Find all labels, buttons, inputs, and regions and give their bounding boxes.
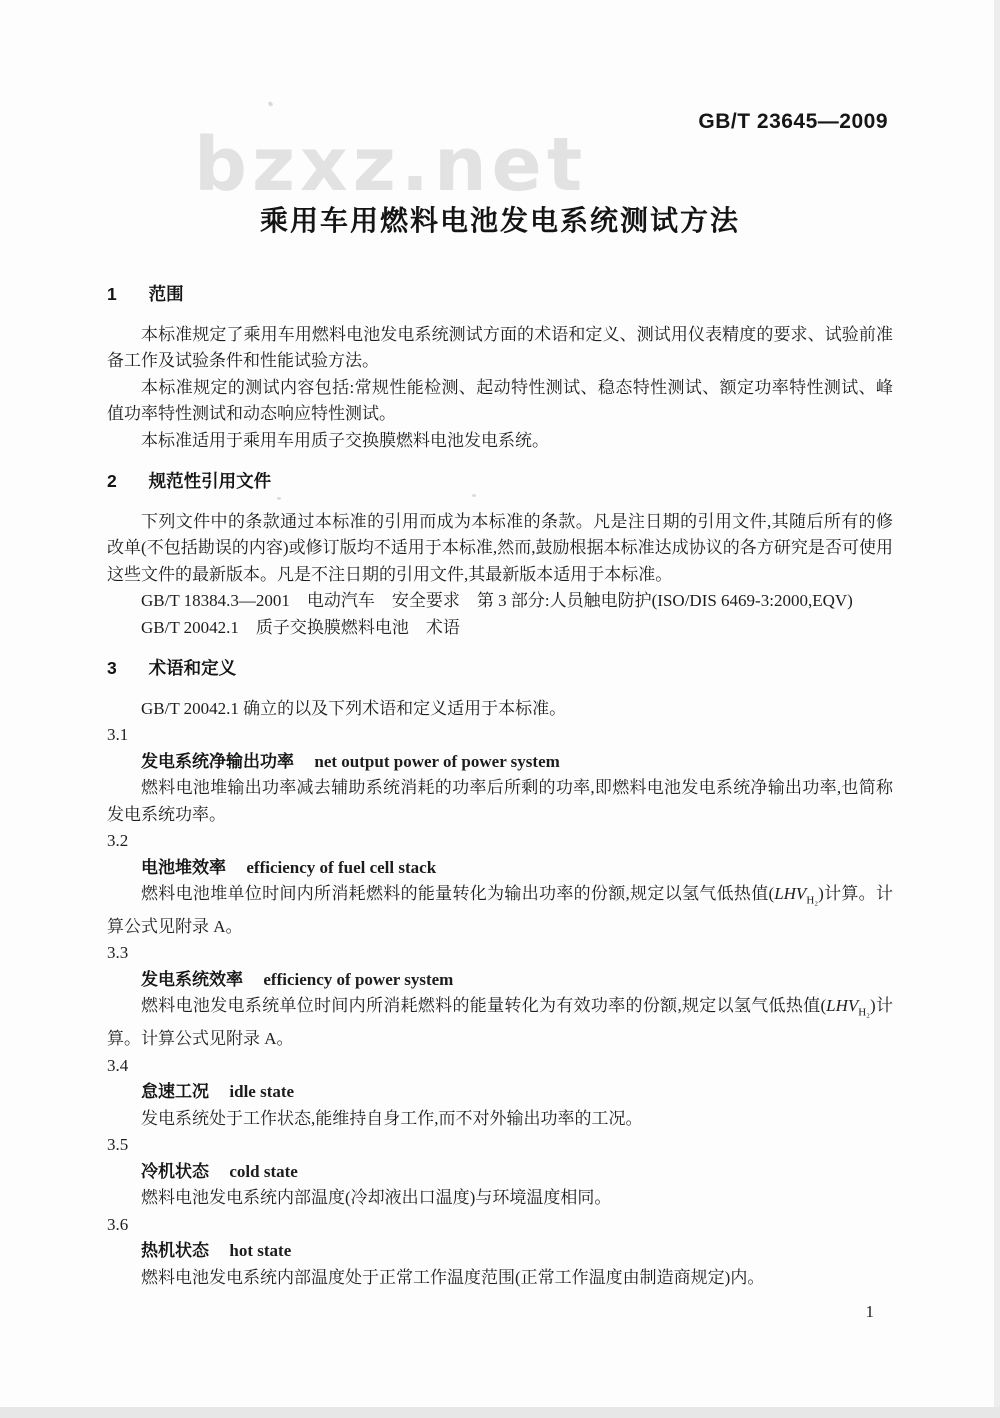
- lhv-symbol: LHV: [826, 996, 859, 1016]
- lhv-symbol: LHV: [774, 884, 807, 903]
- scan-edge-bottom: [0, 1407, 1000, 1418]
- term-number: 3.3: [107, 943, 129, 963]
- section-3-heading: [107, 655, 893, 682]
- definition-text: 燃料电池堆单位时间内所消耗燃料的能量转化为输出功率的份额,规定以氢气低热值(: [141, 884, 775, 903]
- section-title: 规范性引用文件: [148, 471, 272, 491]
- term-number: 3.5: [107, 1135, 129, 1155]
- term-english: idle state: [229, 1082, 295, 1102]
- term-english: hot state: [229, 1241, 292, 1261]
- term-definition: 燃料电池发电系统内部温度(冷却液出口温度)与环境温度相同。: [141, 1188, 612, 1208]
- term-title: [107, 1238, 893, 1265]
- term-english: efficiency of power system: [263, 969, 454, 989]
- term-number: 3.4: [107, 1055, 129, 1075]
- term-chinese: 热机状态: [141, 1241, 209, 1261]
- terms-intro-paragraph: GB/T 20042.1 确立的以及下列术语和定义适用于本标准。: [141, 698, 567, 718]
- section-title: 范围: [148, 284, 184, 304]
- lhv-subscript: H₂: [858, 1006, 871, 1019]
- section-number: 3: [107, 658, 117, 678]
- term-block-3-5: [107, 1132, 893, 1212]
- section-number: 2: [107, 471, 117, 491]
- lhv-subscript: H₂: [806, 894, 819, 907]
- term-chinese: 发电系统净输出功率: [141, 751, 294, 771]
- term-block-3-4: [107, 1053, 893, 1133]
- term-chinese: 冷机状态: [141, 1161, 209, 1181]
- definition-text: )计算。计算公式见附录 A。: [107, 884, 893, 936]
- standard-code: GB/T 23645—2009: [698, 110, 888, 133]
- document-title: 乘用车用燃料电池发电系统测试方法: [259, 205, 740, 236]
- reference-item: GB/T 18384.3—2001 电动汽车 安全要求 第 3 部分:人员触电防护(ISO/DIS 6469-3:2000,EQV): [141, 591, 853, 610]
- term-chinese: 发电系统效率: [141, 969, 243, 989]
- scan-speck: [267, 101, 273, 107]
- definition-text: 燃料电池发电系统单位时间内所消耗燃料的能量转化为有效功率的份额,规定以氢气低热值(: [141, 996, 827, 1016]
- term-block-3-1: [107, 722, 893, 828]
- term-chinese: 怠速工况: [141, 1082, 209, 1102]
- term-number: 3.2: [107, 831, 129, 850]
- term-definition: 燃料电池发电系统内部温度处于正常工作温度范围(正常工作温度由制造商规定)内。: [141, 1267, 765, 1287]
- term-definition: 燃料电池堆输出功率减去辅助系统消耗的功率后所剩的功率,即燃料电池发电系统净输出功率,也简称发电系统功率。: [107, 778, 893, 824]
- references-intro-paragraph: 下列文件中的条款通过本标准的引用而成为本标准的条款。凡是注日期的引用文件,其随后所有的修改单(不包括勘误的内容)或修订版均不适用于本标准,然而,鼓励根据本标准达成协议的各方研究是否可使用这些文件的最新版本。凡是不注日期的引用文件,其最新版本适用于本标准。: [107, 511, 893, 584]
- definition-text: )计算。计算公式见附录 A。: [107, 996, 893, 1049]
- term-title: [107, 1079, 893, 1106]
- term-block-3-6: [107, 1212, 893, 1292]
- term-definition: 发电系统处于工作状态,能维持自身工作,而不对外输出功率的工况。: [141, 1108, 643, 1128]
- term-number: 3.1: [107, 725, 129, 744]
- term-definition: [107, 993, 893, 1052]
- term-number: 3.6: [107, 1214, 129, 1234]
- term-title: [107, 967, 893, 994]
- term-title: [107, 1159, 893, 1186]
- section-2-heading: [107, 468, 893, 495]
- term-title: [107, 749, 893, 776]
- term-english: cold state: [229, 1161, 298, 1181]
- scope-paragraph: 本标准适用于乘用车用质子交换膜燃料电池发电系统。: [141, 430, 549, 450]
- section-title: 术语和定义: [148, 658, 237, 678]
- term-english: efficiency of fuel cell stack: [246, 857, 437, 877]
- section-1-heading: [107, 281, 893, 308]
- term-block-3-3: [107, 940, 893, 1052]
- term-english: net output power of power system: [314, 751, 560, 771]
- scope-paragraph: 本标准规定了乘用车用燃料电池发电系统测试方面的术语和定义、测试用仪表精度的要求、试验前准备工作及试验条件和性能试验方法。: [107, 324, 893, 370]
- document-body: [107, 281, 893, 1291]
- scope-paragraph: 本标准规定的测试内容包括:常规性能检测、起动特性测试、稳态特性测试、额定功率特性测试、峰值功率特性测试和动态响应特性测试。: [107, 377, 893, 423]
- term-definition: [107, 881, 893, 940]
- reference-item: GB/T 20042.1 质子交换膜燃料电池 术语: [141, 617, 460, 637]
- watermark-bzxz: bzxz.net: [194, 122, 588, 208]
- term-block-3-2: [107, 828, 893, 940]
- section-number: 1: [107, 284, 117, 304]
- term-chinese: 电池堆效率: [141, 857, 226, 877]
- term-title: [107, 855, 893, 882]
- page-number: 1: [865, 1302, 874, 1321]
